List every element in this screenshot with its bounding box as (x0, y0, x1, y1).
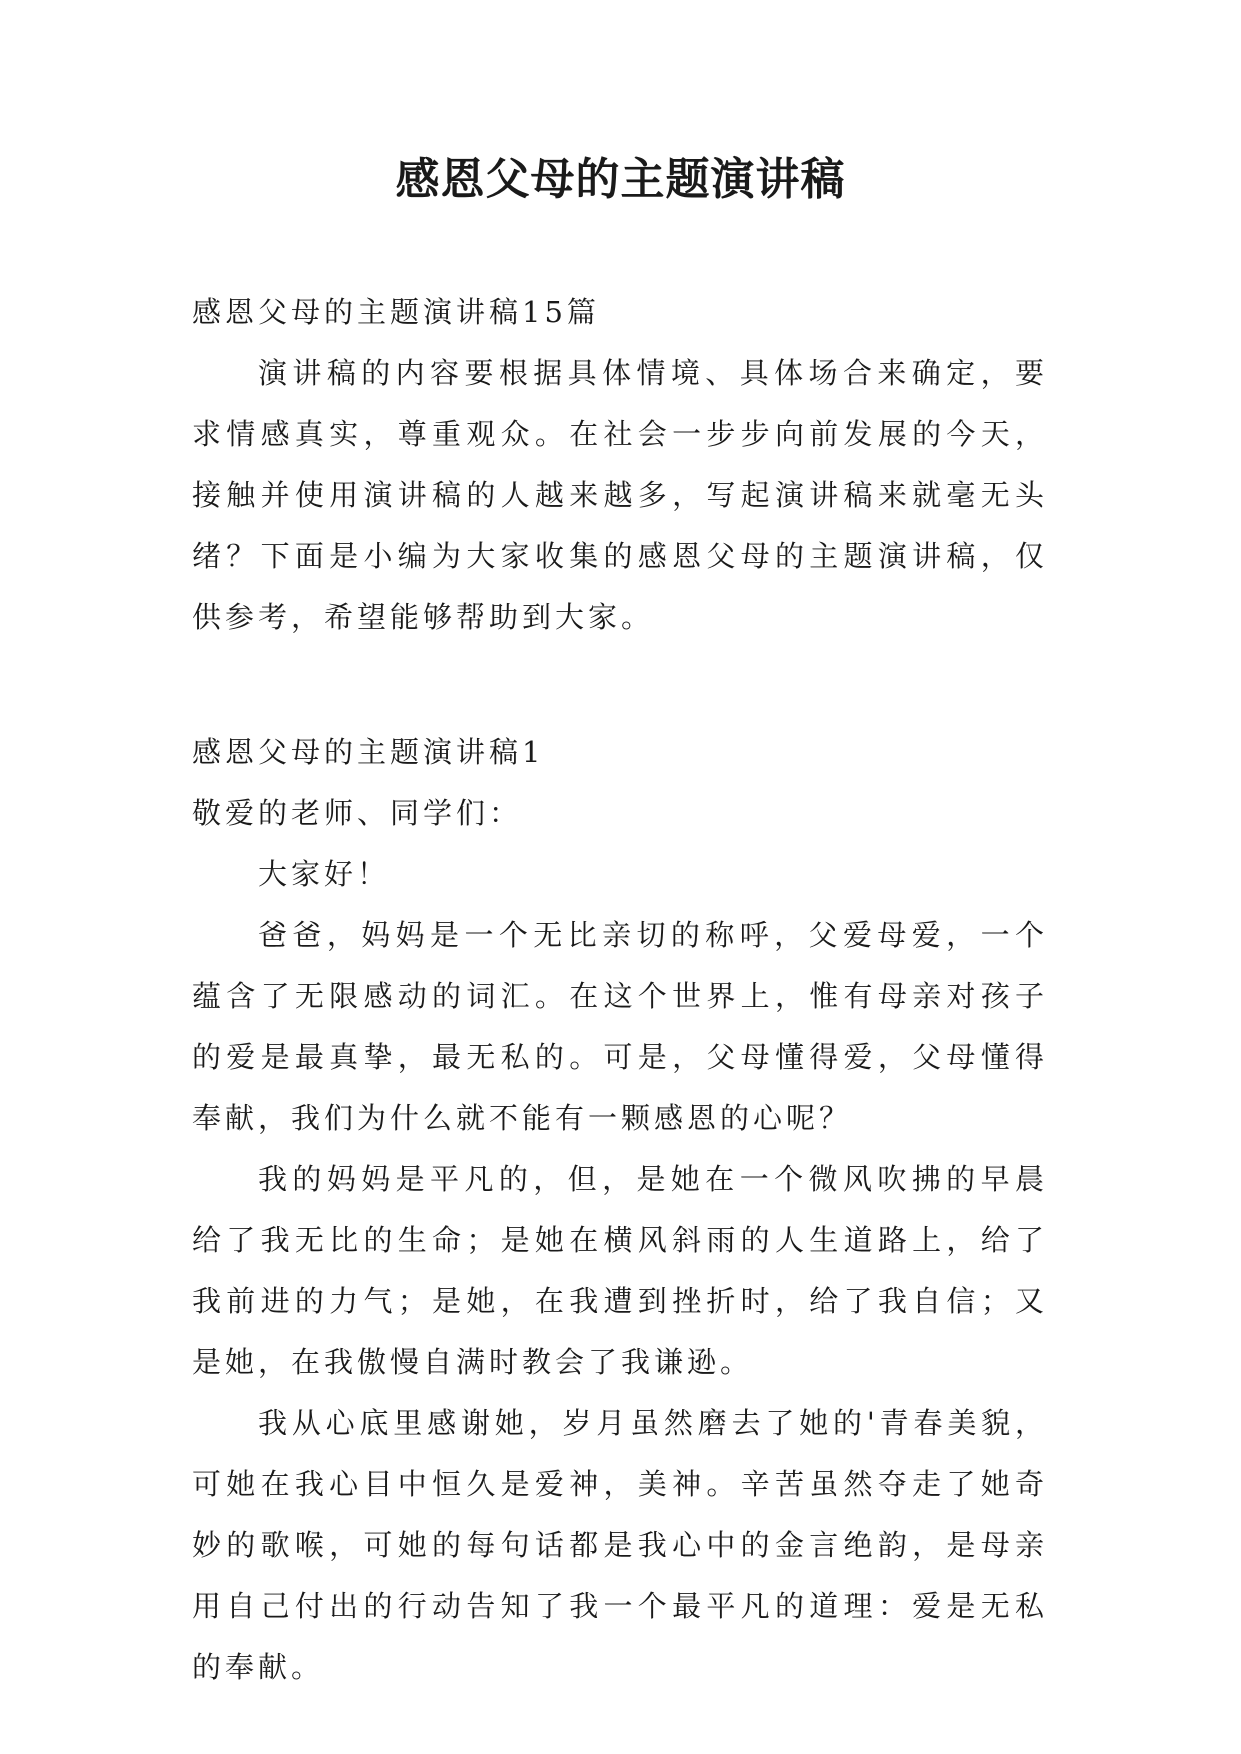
intro-paragraph: 演讲稿的内容要根据具体情境、具体场合来确定，要求情感真实，尊重观众。在社会一步步向前发展的今天，接触并使用演讲稿的人越来越多，写起演讲稿来就毫无头绪？下面是小编为大家收集的感恩父母的主题演讲稿，仅供参考，希望能够帮助到大家。 (192, 356, 1048, 634)
document-body (192, 282, 1048, 1698)
section-spacer (192, 648, 1048, 722)
body-paragraph: 我从心底里感谢她，岁月虽然磨去了她的'青春美貌，可她在我心目中恒久是爱神，美神。辛苦虽然夺走了她奇妙的歌喉，可她的每句话都是我心中的金言绝韵，是母亲用自己付出的行动告知了我一个最平凡的道理：爱是无私的奉献。 (192, 1406, 1048, 1684)
document-subtitle: 感恩父母的主题演讲稿15篇 (192, 295, 600, 329)
body-paragraph: 爸爸，妈妈是一个无比亲切的称呼，父爱母爱，一个蕴含了无限感动的词汇。在这个世界上，惟有母亲对孩子的爱是最真挚，最无私的。可是，父母懂得爱，父母懂得奉献，我们为什么就不能有一颗感恩的心呢？ (192, 918, 1048, 1135)
body-paragraph: 我的妈妈是平凡的，但，是她在一个微风吹拂的早晨给了我无比的生命；是她在横风斜雨的人生道路上，给了我前进的力气；是她，在我遭到挫折时，给了我自信；又是她，在我傲慢自满时教会了我谦逊。 (192, 1162, 1048, 1379)
salutation: 敬爱的老师、同学们： (192, 796, 523, 830)
section-heading: 感恩父母的主题演讲稿1 (192, 735, 545, 769)
document-title: 感恩父母的主题演讲稿 (395, 154, 846, 205)
greeting: 大家好！ (258, 857, 391, 891)
